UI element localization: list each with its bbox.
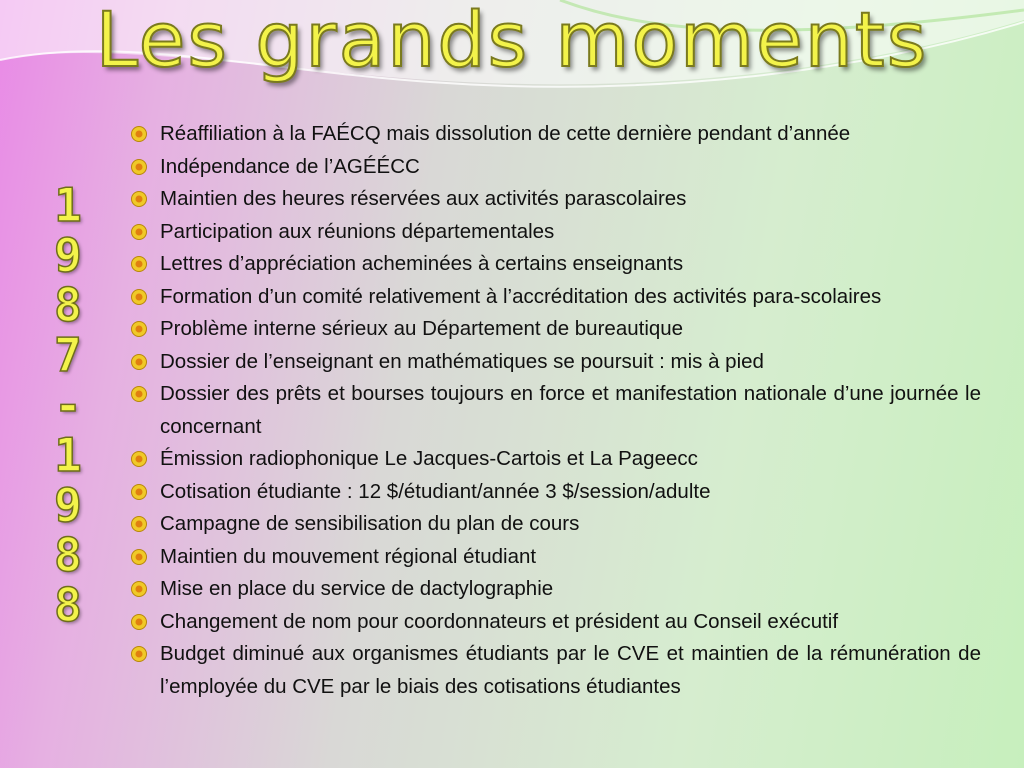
item-text: Formation d’un comité relativement à l’accréditation des activités para-scolaires [160,284,882,308]
list-item [128,443,981,476]
list-item [128,216,981,249]
year-digit: 8 [54,278,82,332]
item-text: Changement de nom pour coordonnateurs et président au Conseil exécutif [160,609,839,633]
sun-bullet-icon [130,255,148,273]
year-digit: 1 [54,428,82,482]
item-text: Dossier des prêts et bourses toujours en force et manifestation nationale d’une journée le concernant [160,382,981,438]
item-text: Mise en place du service de dactylographie [160,577,554,600]
item-text: Problème interne sérieux au Département de bureautique [160,317,684,340]
item-text: Indépendance de l’AGÉÉCC [160,154,420,178]
item-text: Dossier de l’enseignant en mathématiques se poursuit : mis à pied [160,349,764,373]
year-digit: 8 [54,578,82,632]
sun-bullet-icon [130,450,148,468]
sun-bullet-icon [130,190,148,208]
list-item [128,248,981,281]
list-item [128,606,981,639]
list-item [128,378,981,443]
year-digit: 8 [54,528,82,582]
sun-bullet-icon [130,548,148,566]
item-text: Maintien du mouvement régional étudiant [160,544,537,568]
list-item [128,476,981,509]
year-digit: 9 [54,228,82,282]
sun-bullet-icon [130,613,148,631]
list-item [128,541,981,574]
item-text: Budget diminué aux organismes étudiants par le CVE et maintien de la rémunération de l’employée du CVE par le biais des cotisations étudiantes [160,642,981,698]
year-digit: 7 [54,328,82,382]
year-dash: - [54,378,82,432]
year-digit: 9 [54,478,82,532]
sun-bullet-icon [130,353,148,371]
sun-bullet-icon [130,385,148,403]
list-item [128,346,981,379]
year-range-vertical [40,180,96,630]
list-item [128,573,981,606]
list-item [128,151,981,184]
list-item [128,183,981,216]
item-text: Lettres d’appréciation acheminées à certains enseignants [160,252,684,275]
sun-bullet-icon [130,288,148,306]
sun-bullet-icon [130,483,148,501]
list-item [128,281,981,314]
sun-bullet-icon [130,223,148,241]
events-list [128,118,981,703]
list-item [128,508,981,541]
item-text: Cotisation étudiante : 12 $/étudiant/année 3 $/session/adulte [160,479,711,503]
sun-bullet-icon [130,320,148,338]
item-text: Maintien des heures réservées aux activités parascolaires [160,187,687,210]
sun-bullet-icon [130,515,148,533]
sun-bullet-icon [130,580,148,598]
list-item [128,638,981,703]
sun-bullet-icon [130,158,148,176]
item-text: Campagne de sensibilisation du plan de cours [160,512,580,535]
year-digit: 1 [54,178,82,232]
sun-bullet-icon [130,645,148,663]
list-item [128,313,981,346]
sun-bullet-icon [130,125,148,143]
item-text: Réaffiliation à la FAÉCQ mais dissolution de cette dernière pendant d’année [160,122,851,145]
item-text: Émission radiophonique Le Jacques-Cartois et La Pageecc [160,447,698,470]
item-text: Participation aux réunions départementales [160,219,555,243]
list-item [128,118,981,151]
slide-title: Les grands moments [95,0,929,84]
